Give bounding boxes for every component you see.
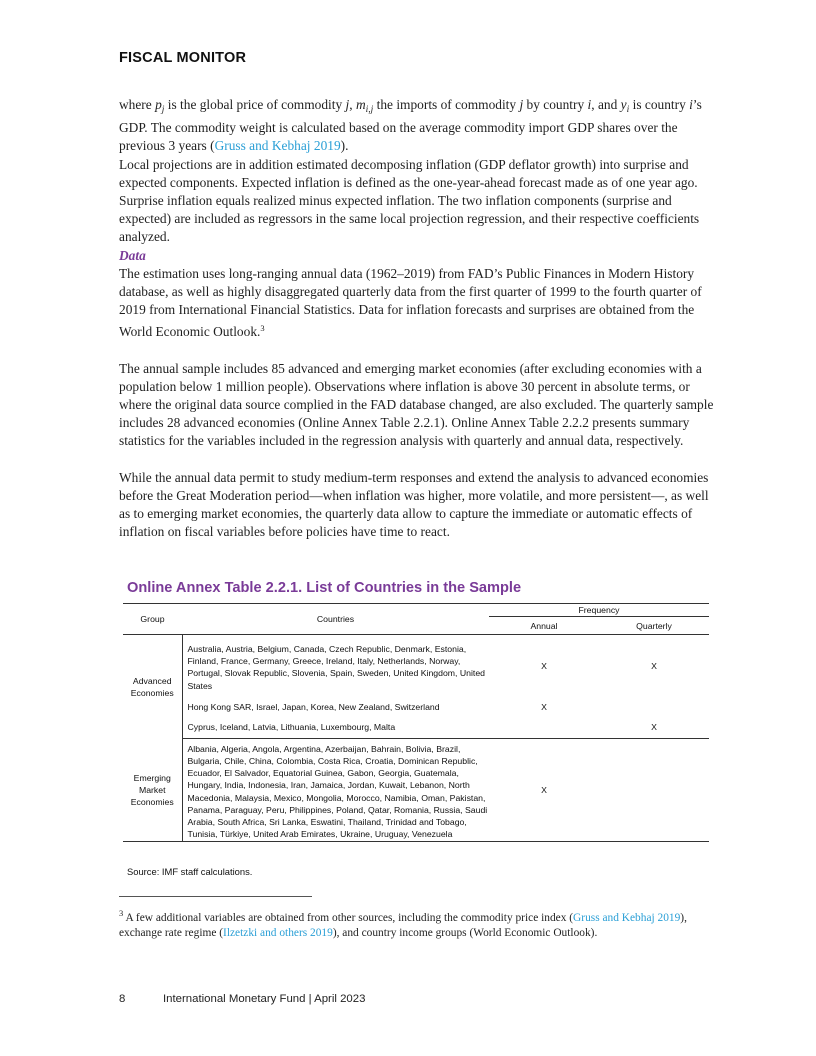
footnote-ref[interactable]: 3 xyxy=(260,323,265,334)
footnote-number: 3 xyxy=(119,908,124,918)
subheading-data: Data xyxy=(119,247,146,263)
text-run: where xyxy=(119,97,156,112)
text-run: A few additional variables are obtained from other sources, including the commodity price index ( xyxy=(123,912,574,924)
text-run: ’s GDP. The commodity weight is calculated based on the average commodity import GDP shares over the previous 3 years ( xyxy=(119,97,702,154)
table-row xyxy=(123,717,709,739)
page-footer xyxy=(119,993,365,1005)
text-run: ), and country income groups (World Economic Outlook). xyxy=(332,927,598,940)
annual-mark: X xyxy=(541,660,547,671)
header-countries: Countries xyxy=(182,604,489,635)
header-quarterly: Quarterly xyxy=(636,620,672,631)
citation-link[interactable]: Ilzetzki and others 2019 xyxy=(223,927,333,940)
text-run: ). xyxy=(340,138,349,154)
math-subscript: i,j xyxy=(365,105,374,115)
countries-cell: Albania, Algeria, Angola, Argentina, Azerbaijan, Bahrain, Bolivia, Brazil, Bulgaria, Chile, China, Colombia, Costa Rica, Croatia, Dominican Republic, Ecuador, El Salvador, Equatorial Guinea, Gabon, Georgia, Guatemala, Hungary, India, Indonesia, Iran, Jamaica, Jordan, Kuwait, Lebanon, North Macedonia, Malaysia, Mexico, Mongolia, Morocco, Namibia, Oman, Pakistan, Panama, Paraguay, Peru, Philippines, Poland, Qatar, Romania, Russia, Saudi Arabia, South Africa, Sri Lanka, Eswatini, Thailand, Trinidad and Tobago, Tunisia, Türkiye, United Arab Emirates, Ukraine, Uruguay, Venezuela xyxy=(182,738,489,842)
paragraph-annual-sample: The annual sample includes 85 advanced and emerging market economies (after excluding economies with a population below 1 million people). Observations where inflation is above 30 percent in absolute terms, or where the original data source complied in the FAD database changed, are also excluded. The quarterly sample includes 28 advanced economies (Online Annex Table 2.2.1). Online Annex Table 2.2.2 presents summary statistics for the variables included in the regression analysis with quarterly and annual data, respectively. xyxy=(119,360,714,449)
annual-mark: X xyxy=(541,701,547,712)
header-annual: Annual xyxy=(530,620,558,631)
page-number: 8 xyxy=(119,993,126,1005)
citation-link[interactable]: Gruss and Kebhaj 2019 xyxy=(214,138,341,154)
table-title: Online Annex Table 2.2.1. List of Countries in the Sample xyxy=(127,580,522,596)
text-run: is country xyxy=(629,97,690,112)
math-symbol: j xyxy=(345,97,350,112)
text-run: The estimation uses long-ranging annual data (1962–2019) from FAD’s Public Finances in Modern History database, as well as highly disaggregated quarterly data from the first quarter of 1999 to the fourth quarter of 2019 from International Financial Statistics. Data for inflation forecasts and surprises are obtained from the World Economic Outlook. xyxy=(119,265,702,340)
table-source-note: Source: IMF staff calculations. xyxy=(127,866,253,877)
table-row xyxy=(123,697,709,717)
footnote-divider xyxy=(119,896,312,897)
countries-cell: Cyprus, Iceland, Latvia, Lithuania, Luxembourg, Malta xyxy=(182,717,489,739)
paragraph-estimation-data xyxy=(119,265,721,342)
quarterly-mark xyxy=(599,738,709,842)
text-run: is the global price of commodity xyxy=(164,97,346,112)
text-run: , and xyxy=(591,97,621,112)
math-symbol: m xyxy=(355,97,366,112)
math-symbol: y xyxy=(620,97,627,112)
paragraph-local-projections: Local projections are in addition estimated decomposing inflation (GDP deflator growth) into surprise and expected components. Expected inflation is defined as the one-year-ahead forecast made as of one year ago. Surprise inflation equals realized minus expected inflation. The two inflation components (surprise and expected) are included as regressors in the same local projection regression, and their respective coefficients analyzed. xyxy=(119,156,700,245)
table-row xyxy=(123,738,709,842)
math-symbol: p xyxy=(155,97,162,112)
quarterly-mark: X xyxy=(599,717,709,739)
text-run: , xyxy=(349,97,356,112)
group-emerging: Emerging Market Economies xyxy=(123,738,182,842)
citation-link[interactable]: Gruss and Kebhaj 2019 xyxy=(573,912,681,924)
text-run: ), exchange rate regime ( xyxy=(119,912,687,940)
table-row xyxy=(123,635,709,697)
math-symbol: i xyxy=(587,97,592,112)
header-group: Group xyxy=(123,604,182,635)
paragraph-commodity-weight xyxy=(119,96,721,156)
annual-mark xyxy=(489,717,599,739)
math-symbol: j xyxy=(519,97,524,112)
footnote xyxy=(119,906,699,942)
paragraph-annual-vs-quarterly: While the annual data permit to study medium-term responses and extend the analysis to advanced economies before the Great Moderation period—when inflation was higher, more volatile, and more persistent—, as well as to emerging market economies, the quarterly data allow to capture the immediate or automatic effects of inflation on fiscal variables before policies have time to react. xyxy=(119,469,709,540)
text-run: the imports of commodity xyxy=(373,97,520,112)
body-text-block-1 xyxy=(119,96,721,541)
text-run: by country xyxy=(523,97,588,112)
footer-text: International Monetary Fund | April 2023 xyxy=(163,993,366,1005)
quarterly-mark: X xyxy=(651,660,657,671)
annual-mark: X xyxy=(489,738,599,842)
math-subscript: j xyxy=(161,105,165,115)
group-advanced: Advanced Economies xyxy=(123,635,182,739)
countries-cell: Australia, Austria, Belgium, Canada, Czech Republic, Denmark, Estonia, Finland, France, Germany, Greece, Ireland, Italy, Netherlands, Norway, Portugal, Slovak Republic, Slovenia, Spain, Sweden, United Kingdom, United States xyxy=(187,644,485,691)
quarterly-mark xyxy=(599,697,709,717)
math-symbol: i xyxy=(689,97,693,112)
countries-cell: Hong Kong SAR, Israel, Japan, Korea, New Zealand, Switzerland xyxy=(187,701,440,712)
math-subscript: i xyxy=(626,105,630,115)
countries-table xyxy=(123,603,709,842)
running-header: FISCAL MONITOR xyxy=(119,50,247,66)
header-frequency: Frequency xyxy=(489,604,709,617)
